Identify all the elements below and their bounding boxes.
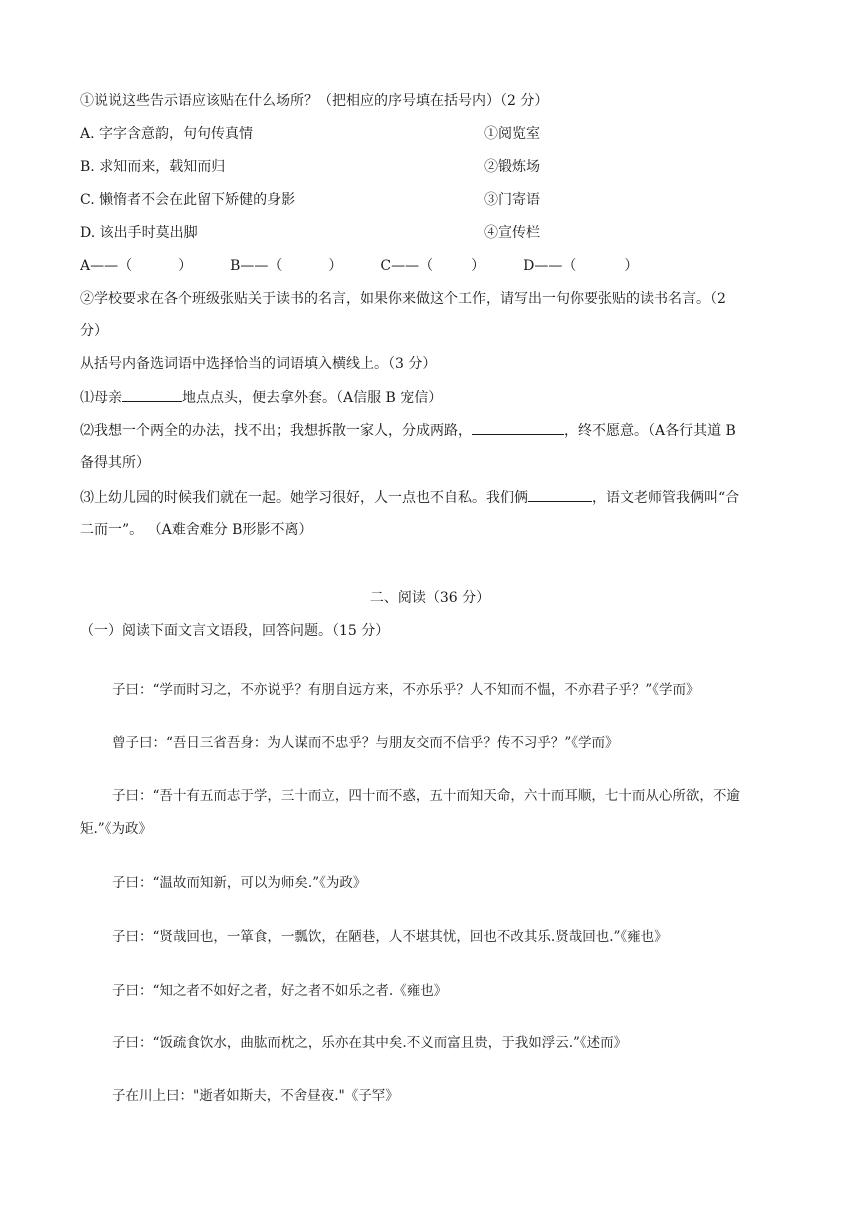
fill-item-1-pre: ⑴母亲 [80, 390, 122, 406]
answer-slot-b-close: ） [328, 258, 343, 274]
fill-item-2-line-2: 备得其所） [80, 455, 150, 471]
fill-blank-3[interactable] [528, 488, 592, 502]
analects-quote-4: 子曰：“温故而知新，可以为师矣.”《为政》 [112, 875, 367, 891]
question-1-prompt: ①说说这些告示语应该贴在什么场所？（把相应的序号填在括号内）（2 分） [80, 93, 549, 109]
answer-slot-c-open: C——（ [380, 258, 434, 274]
fill-prompt: 从括号内备选词语中选择恰当的词语填入横线上。（3 分） [80, 356, 437, 372]
answer-slot-c-close: ） [471, 258, 486, 274]
option-c: C. 懒惰者不会在此留下矫健的身影 [80, 192, 296, 208]
analects-quote-7: 子曰：“饭疏食饮水，曲肱而枕之，乐亦在其中矣.不义而富且贵，于我如浮云.”《述而》 [112, 1035, 628, 1051]
analects-quote-2: 曾子曰：“吾日三省吾身：为人谋而不忠乎？与朋友交而不信乎？传不习乎？”《学而》 [112, 735, 619, 751]
question-2-line-1: ②学校要求在各个班级张贴关于读书的名言，如果你来做这个工作，请写出一句你要张贴的读书名言。（2 [80, 291, 726, 307]
analects-quote-3-line-2: 矩.”《为政》 [80, 821, 152, 837]
answer-slot-b-open: B——（ [230, 258, 283, 274]
question-2-line-2: 分） [80, 323, 108, 339]
fill-item-2-pre: ⑵我想一个两全的办法，找不出；我想拆散一家人，分成两路， [80, 423, 472, 439]
section-2-heading: 二、阅读（36 分） [369, 590, 491, 606]
fill-item-3-post: ，语文老师管我俩叫“合 [592, 490, 740, 506]
answer-slot-a-open: A——（ [80, 258, 133, 274]
place-4: ④宣传栏 [484, 225, 540, 241]
answer-slot-a-close: ） [178, 258, 193, 274]
fill-item-3 [80, 488, 739, 507]
answer-slots-row [80, 257, 638, 275]
analects-quote-5: 子曰：“贤哉回也，一箪食，一瓢饮，在陋巷，人不堪其忧，回也不改其乐.贤哉回也.”《雍也》 [112, 929, 668, 945]
fill-item-3-pre: ⑶上幼儿园的时候我们就在一起。她学习很好，人一点也不自私。我们俩 [80, 490, 528, 506]
analects-quote-3-line-1: 子曰：“吾十有五而志于学，三十而立，四十而不惑，五十而知天命，六十而耳顺，七十而从心所欲，不逾 [112, 788, 740, 804]
section-2-subheading: （一）阅读下面文言文语段，回答问题。（15 分） [80, 623, 390, 639]
fill-item-1 [80, 388, 442, 407]
fill-item-3-line-2: 二而一”。 （A难舍难分 B形影不离） [80, 522, 313, 538]
option-a: A. 字字含意韵，句句传真情 [80, 126, 254, 142]
place-3: ③门寄语 [484, 192, 540, 208]
fill-blank-1[interactable] [122, 388, 182, 402]
fill-item-2 [80, 421, 736, 440]
answer-slot-d-open: D——（ [523, 258, 577, 274]
fill-blank-2[interactable] [472, 421, 564, 435]
answer-slot-d-close: ） [624, 258, 639, 274]
fill-item-2-post: ，终不愿意。（A各行其道 B [564, 423, 736, 439]
analects-quote-1: 子曰：“学而时习之，不亦说乎？有朋自远方来，不亦乐乎？人不知而不愠，不亦君子乎？”《学而》 [112, 682, 700, 698]
analects-quote-6: 子曰：“知之者不如好之者，好之者不如乐之者.《雍也》 [112, 983, 448, 999]
place-1: ①阅览室 [484, 126, 540, 142]
option-d: D. 该出手时莫出脚 [80, 225, 198, 241]
analects-quote-8: 子在川上曰："逝者如斯夫，不舍昼夜."《子罕》 [112, 1088, 399, 1104]
fill-item-1-post: 地点点头，便去拿外套。（A信服 B 宠信） [182, 390, 443, 406]
option-b: B. 求知而来，载知而归 [80, 159, 226, 175]
place-2: ②锻炼场 [484, 159, 540, 175]
